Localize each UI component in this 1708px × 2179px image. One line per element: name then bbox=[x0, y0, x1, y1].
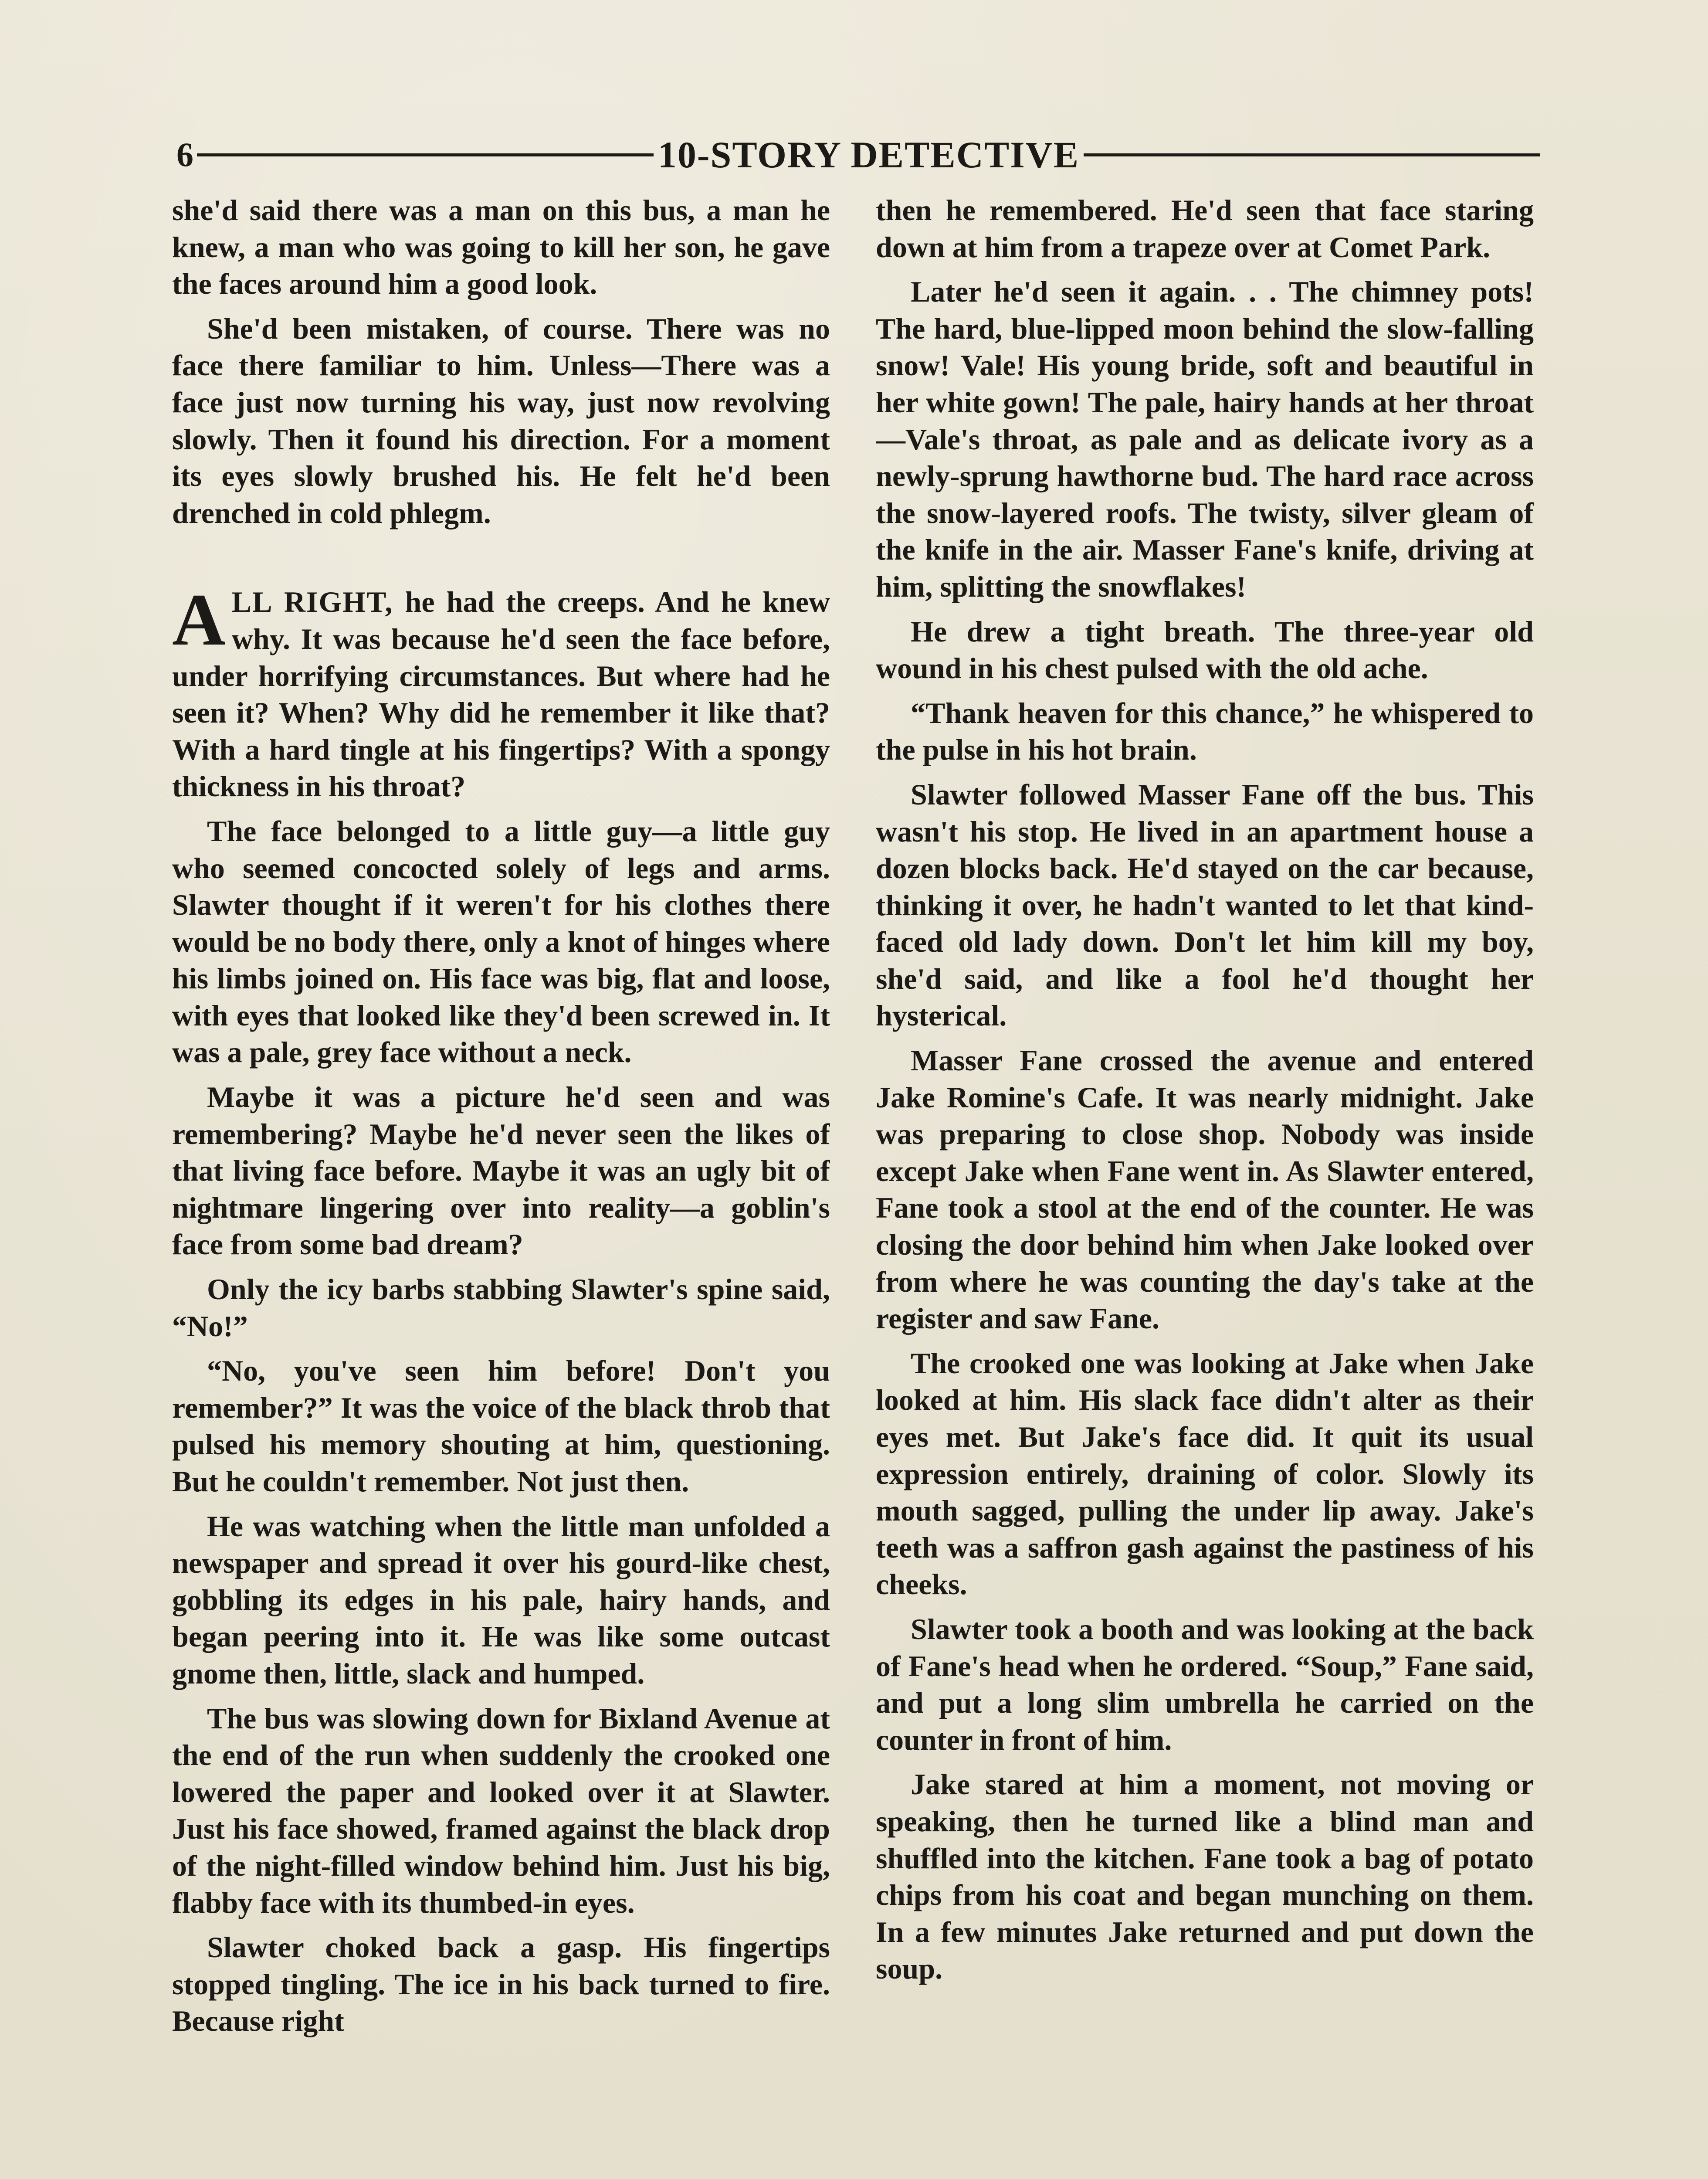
paragraph: Later he'd seen it again. . . The chimney pots! The hard, blue-lipped moon behind the slow-falling snow! Vale! His young bride, soft and beautiful in her white gown! The pale, hairy hands at her throat—Vale's throat, as pale and as delicate ivory as a newly-sprung hawthorne bud. The hard race across the snow-layered roofs. The twisty, silver gleam of the knife in the air. Masser Fane's knife, driving at him, splitting the snowflakes! bbox=[876, 275, 1534, 603]
paragraph: The crooked one was looking at Jake when Jake looked at him. His slack face didn't alter as their eyes met. But Jake's face did. It quit its usual expression entirely, draining of color. Slowly its mouth sagged, pulling the under lip away. Jake's teeth was a saffron gash against the pastiness of his cheeks. bbox=[876, 1346, 1534, 1601]
text-column-left bbox=[172, 192, 830, 2179]
drop-cap: A bbox=[172, 579, 226, 661]
page-number: 6 bbox=[176, 136, 193, 173]
paragraph: Slawter took a booth and was looking at the back of Fane's head when he ordered. “Soup,” Fane said, and put a long slim umbrella he carried on the counter in front of him. bbox=[876, 1612, 1534, 1756]
paragraph: He drew a tight breath. The three-year old wound in his chest pulsed with the old ache. bbox=[876, 614, 1534, 685]
paragraph: “No, you've seen him before! Don't you remember?” It was the voice of the black throb that pulsed his memory shouting at him, questioning. But he couldn't remember. Not just then. bbox=[172, 1354, 830, 1498]
paragraph: The bus was slowing down for Bixland Avenue at the end of the run when suddenly the crooked one lowered the paper and looked over it at Slawter. Just his face showed, framed against the black drop of the night-filled window behind him. Just his big, flabby face with its thumbed-in eyes. bbox=[172, 1701, 830, 1919]
paragraph: Jake stared at him a moment, not moving or speaking, then he turned like a blind man and shuffled into the kitchen. Fane took a bag of potato chips from his coat and began munching on them. In a few minutes Jake returned and put down the soup. bbox=[876, 1768, 1534, 1986]
paragraph: “Thank heaven for this chance,” he whispered to the pulse in his hot brain. bbox=[876, 696, 1534, 767]
paragraph: She'd been mistaken, of course. There was no face there familiar to him. Unless—There was a face just now turning his way, just now revolving slowly. Then it found his direction. For a moment its eyes slowly brushed his. He felt he'd been drenched in cold phlegm. bbox=[172, 312, 830, 529]
paragraph: she'd said there was a man on this bus, a man he knew, a man who was going to kill her son, he gave the faces around him a good look. bbox=[172, 193, 830, 301]
header-rule-right bbox=[1084, 153, 1540, 156]
paragraph: Slawter followed Masser Fane off the bus. This wasn't his stop. He lived in an apartment house a dozen blocks back. He'd stayed on the car because, thinking it over, he hadn't wanted to let that kind-faced old lady down. Don't let him kill my boy, she'd said, and like a fool he'd thought her hysterical. bbox=[876, 777, 1534, 1032]
lead-in-caps: LL RIGHT, bbox=[231, 585, 393, 619]
text-column-right bbox=[876, 192, 1534, 2179]
paragraph: Only the icy barbs stabbing Slawter's spine said, “No!” bbox=[172, 1273, 830, 1343]
magazine-title: 10-STORY DETECTIVE bbox=[657, 134, 1080, 176]
paragraph: Slawter choked back a gasp. His fingertips stopped tingling. The ice in his back turned to fire. Because right bbox=[172, 1931, 830, 2038]
paragraph: The face belonged to a little guy—a little guy who seemed concocted solely of legs and arms. Slawter thought if it weren't for his clothes there would be no body there, only a knot of hinges where his limbs joined on. His face was big, flat and loose, with eyes that looked like they'd been screwed in. It was a pale, grey face without a neck. bbox=[172, 814, 830, 1069]
section-opening-paragraph bbox=[172, 579, 830, 805]
running-header bbox=[176, 129, 1540, 181]
paragraph: He was watching when the little man unfolded a newspaper and spread it over his gourd-like chest, gobbling its edges in his pale, hairy hands, and began peering into it. He was like some outcast gnome then, little, slack and humped. bbox=[172, 1509, 830, 1690]
paragraph: Maybe it was a picture he'd seen and was remembering? Maybe he'd never seen the likes of that living face before. Maybe it was an ugly bit of nightmare lingering over into reality—a goblin's face from some bad dream? bbox=[172, 1080, 830, 1261]
paragraph: Masser Fane crossed the avenue and entered Jake Romine's Cafe. It was nearly midnight. Jake was preparing to close shop. Nobody was inside except Jake when Fane went in. As Slawter entered, Fane took a stool at the end of the counter. He was closing the door behind him when Jake looked over from where he was counting the day's take at the register and saw Fane. bbox=[876, 1044, 1534, 1335]
header-rule-left bbox=[197, 153, 654, 156]
paragraph: then he remembered. He'd seen that face staring down at him from a trapeze over at Comet Park. bbox=[876, 193, 1534, 264]
paragraph-text: he had the creeps. And he knew why. It was because he'd seen the face before, under horrifying circumstances. But where had he seen it? When? Why did he remember it like that? With a hard tingle at his fingertips? With a spongy thickness in his throat? bbox=[172, 585, 830, 803]
